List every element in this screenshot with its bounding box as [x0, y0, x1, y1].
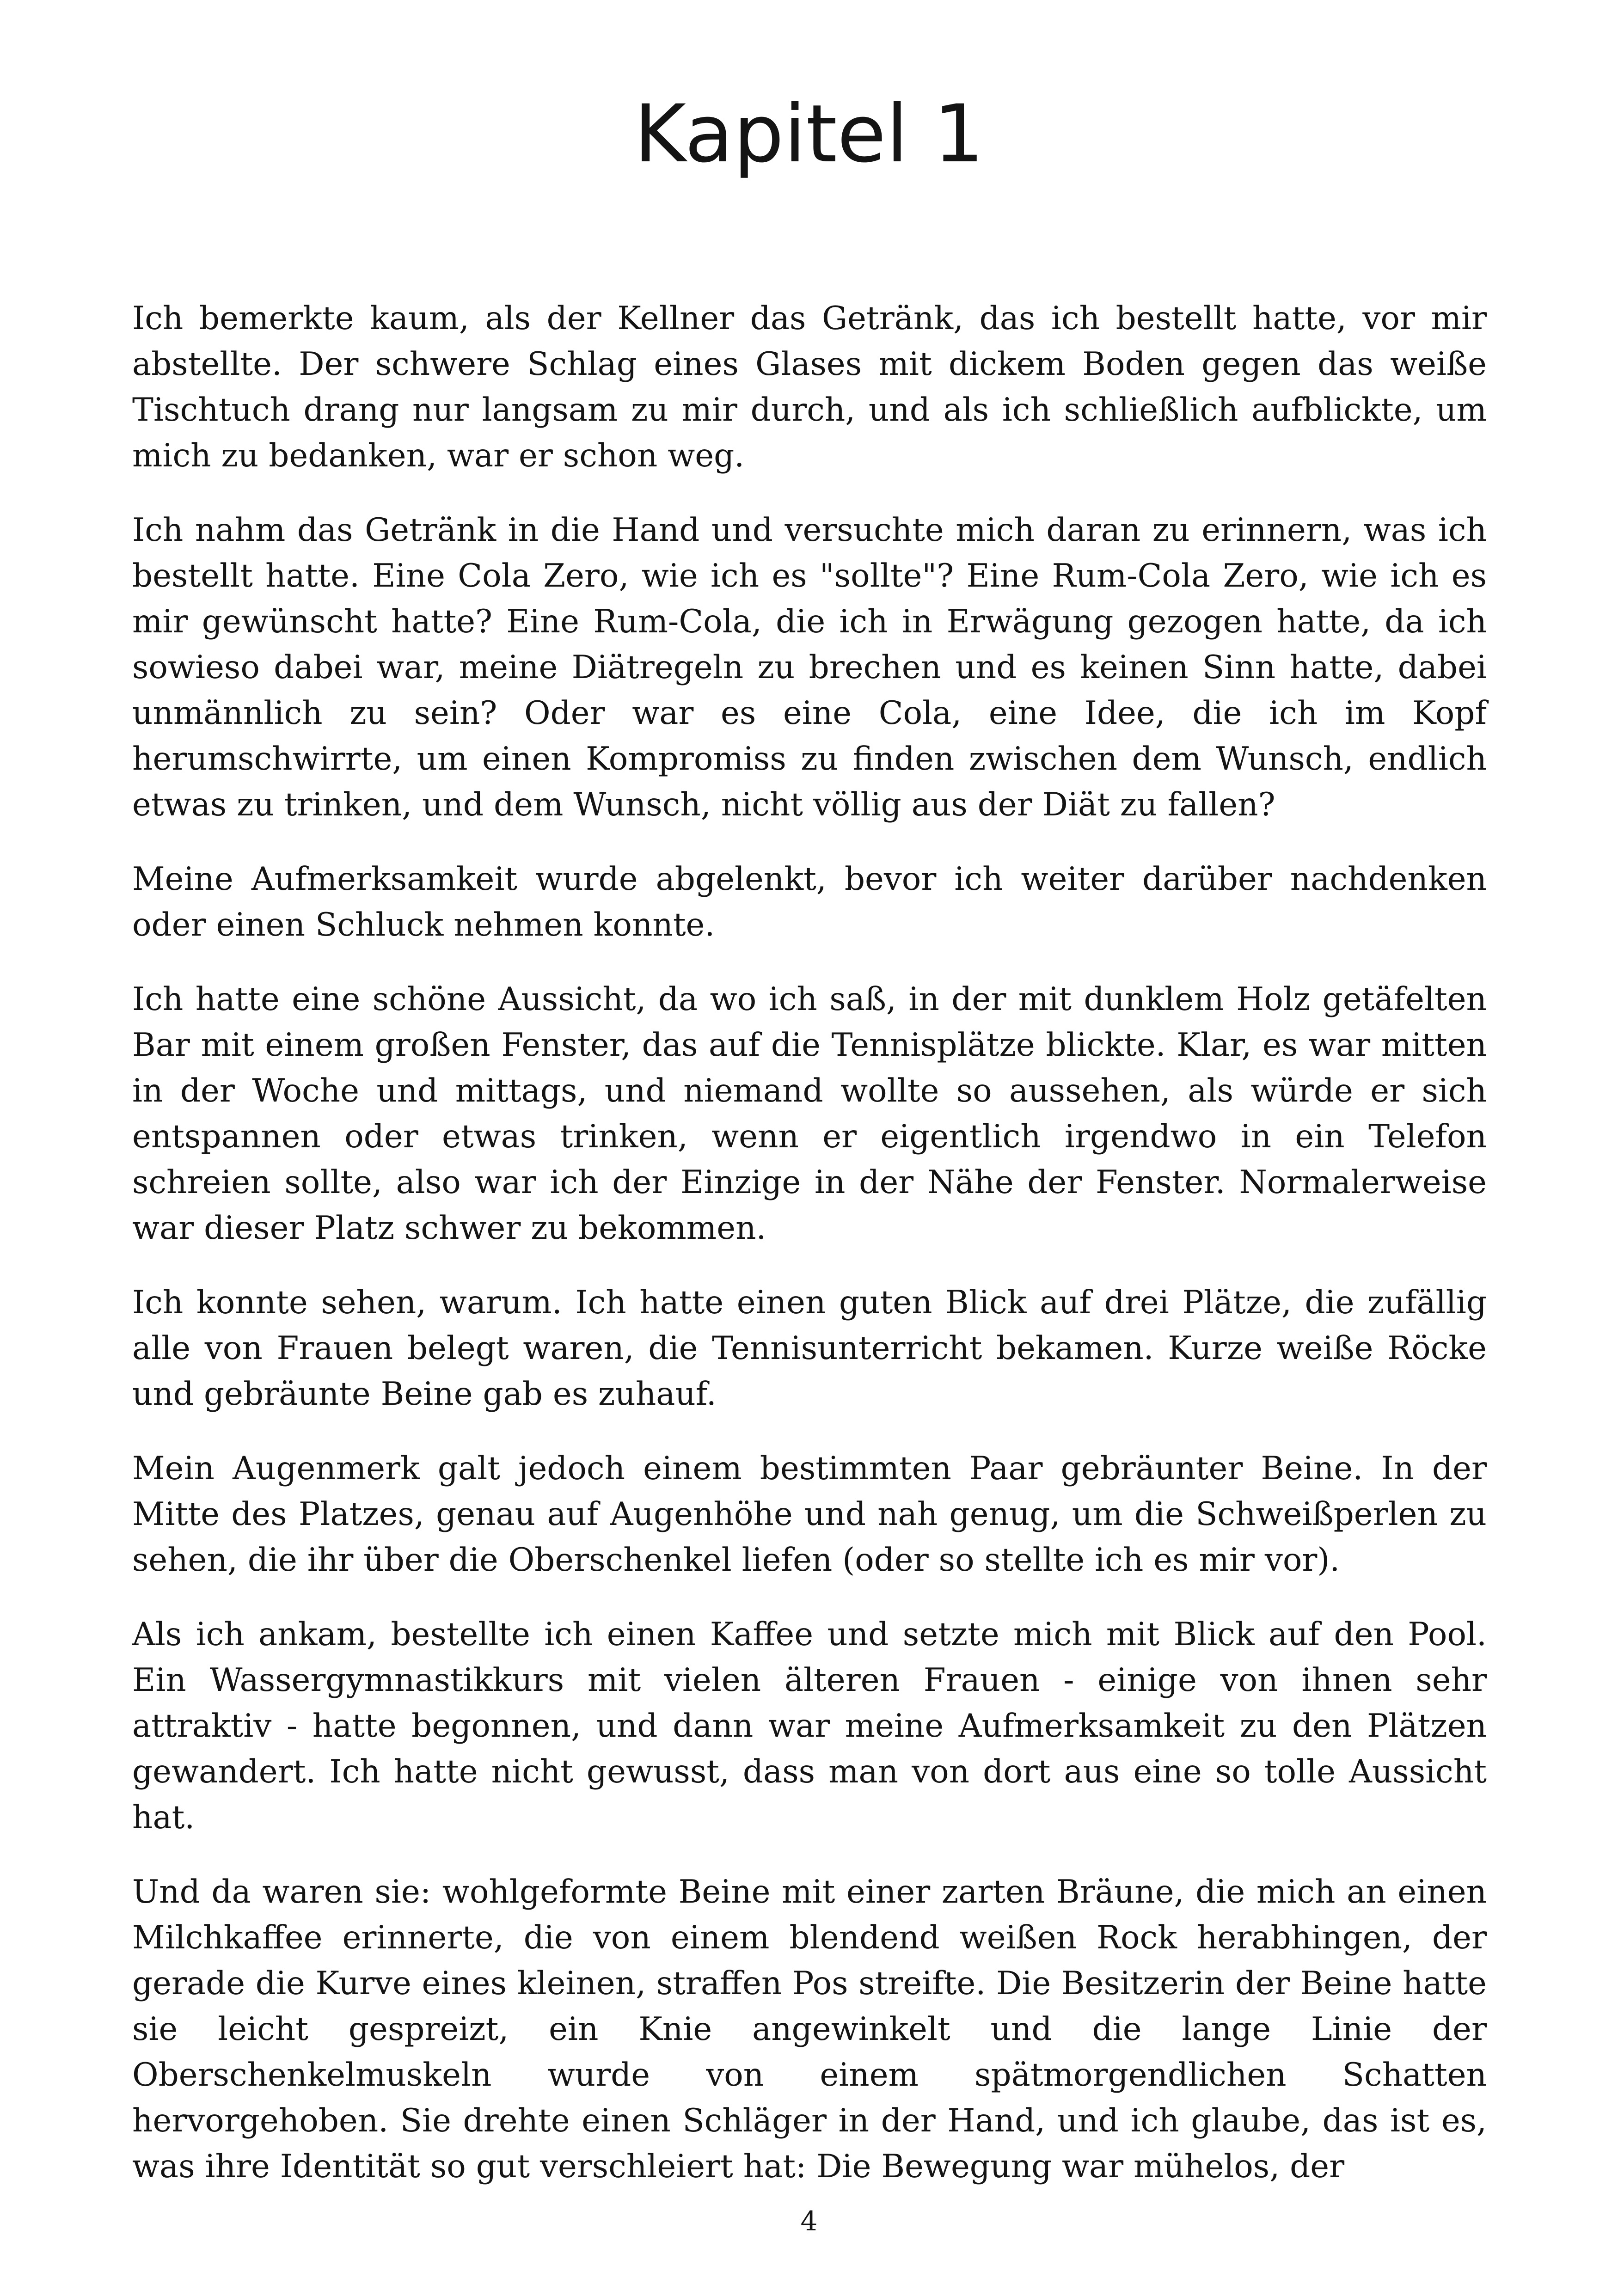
paragraph: Ich nahm das Getränk in die Hand und versuchte mich daran zu erinnern, was ich bestellt hatte. Eine Cola Zero, wie ich es "sollte"? Eine Rum-Cola Zero, wie ich es mir gewünscht hatte? Eine Rum-Cola, die ich in Erwägung gezogen hatte, da ich sowieso dabei war, meine Diätregeln zu brechen und es keinen Sinn hatte, dabei unmännlich zu sein? Oder war es eine Cola, eine Idee, die ich im Kopf herumschwirrte, um einen Kompromiss zu finden zwischen dem Wunsch, endlich etwas zu trinken, und dem Wunsch, nicht völlig aus der Diät zu fallen? [132, 512, 1487, 823]
paragraph: Und da waren sie: wohlgeformte Beine mit einer zarten Bräune, die mich an einen Milchkaffee erinnerte, die von einem blendend weißen Rock herabhingen, der gerade die Kurve eines kleinen, straffen Pos streifte. Die Besitzerin der Beine hatte sie leicht gespreizt, ein Knie angewinkelt und die lange Linie der Oberschenkelmuskeln wurde von einem spätmorgendlichen Schatten hervorgehoben. Sie drehte einen Schläger in der Hand, und ich glaube, das ist es, was ihre Identität so gut verschleiert hat: Die Bewegung war mühelos, der [132, 1874, 1487, 2185]
paragraph: Ich konnte sehen, warum. Ich hatte einen guten Blick auf drei Plätze, die zufällig alle von Frauen belegt waren, die Tennisunterricht bekamen. Kurze weiße Röcke und gebräunte Beine gab es zuhauf. [132, 1284, 1487, 1413]
chapter-body [132, 296, 1487, 2218]
page-number: 4 [800, 2205, 818, 2237]
paragraph: Als ich ankam, bestellte ich einen Kaffee und setzte mich mit Blick auf den Pool. Ein Wassergymnastikkurs mit vielen älteren Frauen - einige von ihnen sehr attraktiv - hatte begonnen, und dann war meine Aufmerksamkeit zu den Plätzen gewandert. Ich hatte nicht gewusst, dass man von dort aus eine so tolle Aussicht hat. [132, 1616, 1487, 1836]
paragraph: Meine Aufmerksamkeit wurde abgelenkt, bevor ich weiter darüber nachdenken oder einen Schluck nehmen konnte. [132, 861, 1487, 943]
chapter-title: Kapitel 1 [634, 87, 984, 180]
paragraph: Mein Augenmerk galt jedoch einem bestimmten Paar gebräunter Beine. In der Mitte des Platzes, genau auf Augenhöhe und nah genug, um die Schweißperlen zu sehen, die ihr über die Oberschenkel liefen (oder so stellte ich es mir vor). [132, 1450, 1487, 1579]
paragraph: Ich bemerkte kaum, als der Kellner das Getränk, das ich bestellt hatte, vor mir abstellte. Der schwere Schlag eines Glases mit dickem Boden gegen das weiße Tischtuch drang nur langsam zu mir durch, und als ich schließlich aufblickte, um mich zu bedanken, war er schon weg. [132, 300, 1487, 474]
paragraph: Ich hatte eine schöne Aussicht, da wo ich saß, in der mit dunklem Holz getäfelten Bar mit einem großen Fenster, das auf die Tennisplätze blickte. Klar, es war mitten in der Woche und mittags, und niemand wollte so aussehen, als würde er sich entspannen oder etwas trinken, wenn er eigentlich irgendwo in ein Telefon schreien sollte, also war ich der Einzige in der Nähe der Fenster. Normalerweise war dieser Platz schwer zu bekommen. [132, 981, 1487, 1247]
